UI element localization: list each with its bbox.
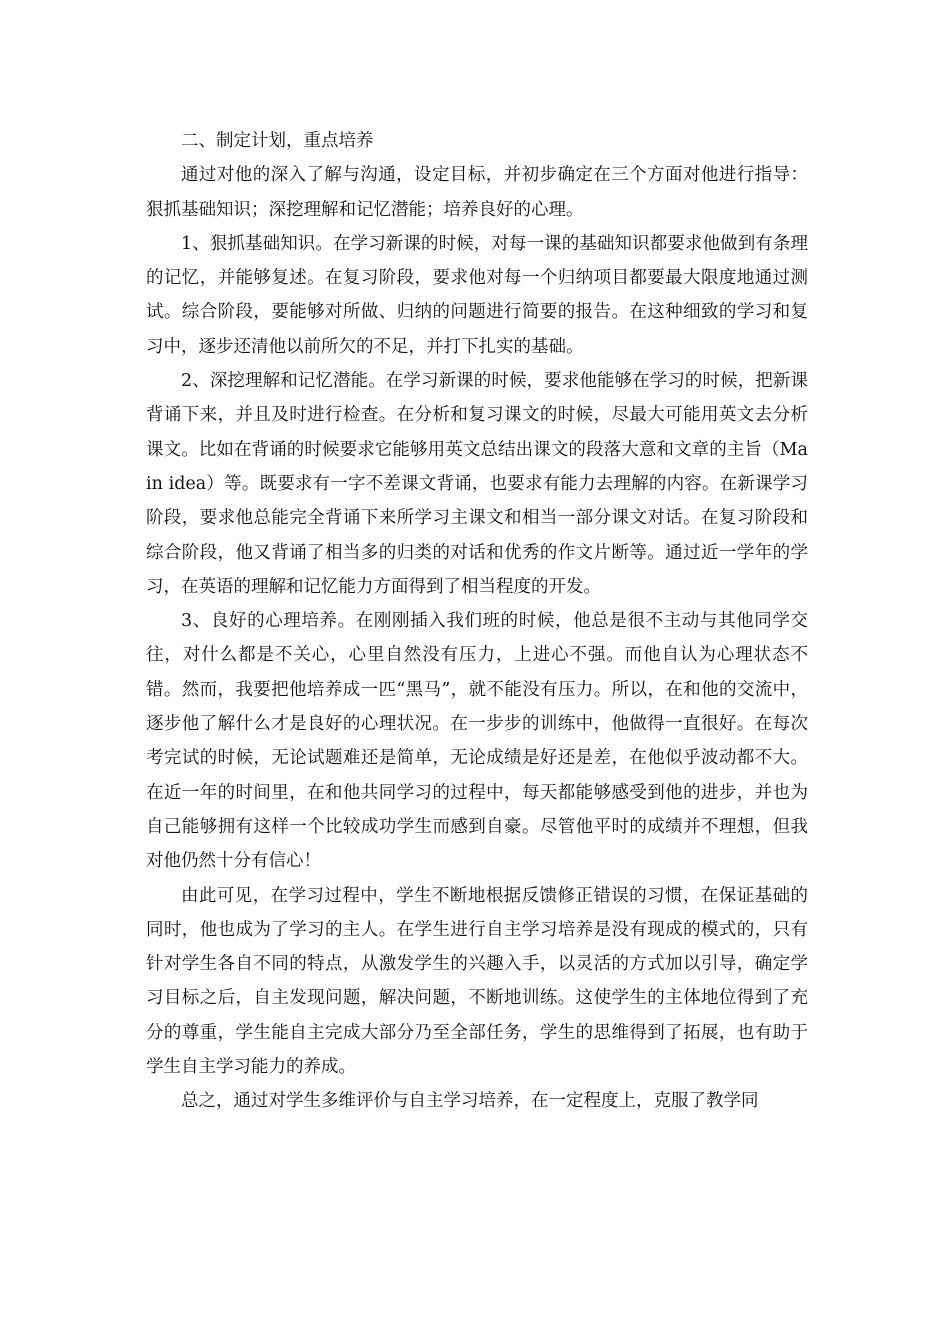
point-2-paragraph: 2、深挖理解和记忆潜能。在学习新课的时候，要求他能够在学习的时候，把新课背诵下来，并且及时进行检查。在分析和复习课文的时候，尽最大可能用英文去分析课文。比如在背诵的时候要求它能够用英文总结出课文的段落大意和文章的主旨（Main idea）等。既要求有一字不差课文背诵，也要求有能力去理解的内容。在新课学习阶段，要求他总能完全背诵下来所学习主课文和相当一部分课文对话。在复习阶段和综合阶段，他又背诵了相当多的归类的对话和优秀的作文片断等。通过近一学年的学习，在英语的理解和记忆能力方面得到了相当程度的开发。	[146, 371, 808, 597]
point-1-paragraph: 1、狠抓基础知识。在学习新课的时候，对每一课的基础知识都要求他做到有条理的记忆，并能够复述。在复习阶段，要求他对每一个归纳项目都要最大限度地通过测试。综合阶段，要能够对所做、归纳的问题进行简要的报告。在这种细致的学习和复习中，逐步还清他以前所欠的不足，并打下扎实的基础。	[146, 233, 808, 357]
point-3-paragraph: 3、良好的心理培养。在刚刚插入我们班的时候，他总是很不主动与其他同学交往，对什么都是不关心，心里自然没有压力，上进心不强。而他自认为心理状态不错。然而，我要把他培养成一匹“黑马”，就不能没有压力。所以，在和他的交流中，逐步他了解什么才是良好的心理状况。在一步步的训练中，他做得一直很好。在每次考完试的时候，无论试题难还是简单，无论成绩是好还是差，在他似乎波动都不大。在近一年的时间里，在和他共同学习的过程中，每天都能够感受到他的进步，并也为自己能够拥有这样一个比较成功学生而感到自豪。尽管他平时的成绩并不理想，但我对他仍然十分有信心！	[146, 611, 808, 872]
intro-paragraph: 通过对他的深入了解与沟通，设定目标，并初步确定在三个方面对他进行指导：狠抓基础知识；深挖理解和记忆潜能；培养良好的心理。	[146, 165, 808, 220]
summary-paragraph: 由此可见，在学习过程中，学生不断地根据反馈修正错误的习惯，在保证基础的同时，他也成为了学习的主人。在学生进行自主学习培养是没有现成的模式的，只有针对学生各自不同的特点，从激发学生的兴趣入手，以灵活的方式加以引导，确定学习目标之后，自主发现问题，解决问题，不断地训练。这使学生的主体地位得到了充分的尊重，学生能自主完成大部分乃至全部任务，学生的思维得到了拓展，也有助于学生自主学习能力的养成。	[146, 885, 808, 1078]
conclusion-paragraph: 总之，通过对学生多维评价与自主学习培养，在一定程度上，克服了教学同	[181, 1091, 759, 1112]
section-heading: 二、制定计划，重点培养	[181, 131, 374, 151]
document-page	[146, 124, 808, 1119]
